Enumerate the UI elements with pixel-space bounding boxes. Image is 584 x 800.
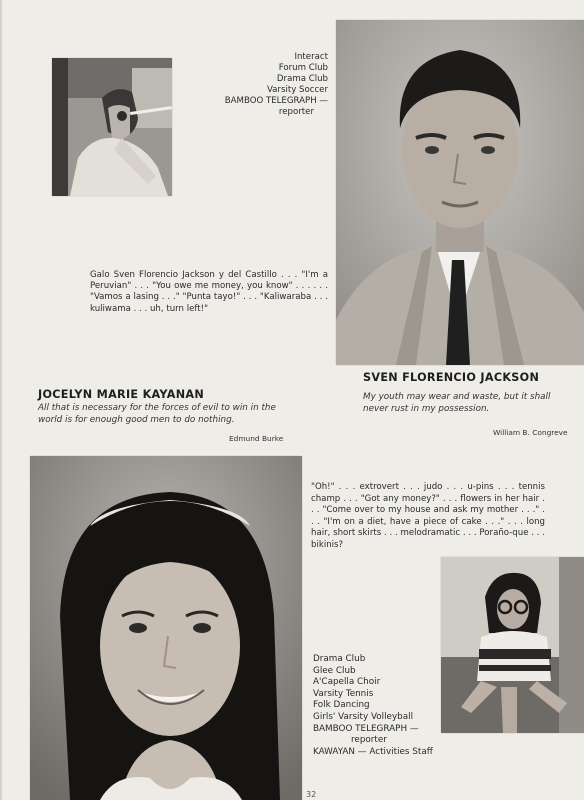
activity-item: Forum Club [278, 63, 328, 73]
activity-item: Folk Dancing [313, 700, 370, 711]
activity-item: Interact [294, 52, 328, 62]
activity-item: A'Capella Choir [313, 677, 381, 688]
candid-photo-sven [52, 58, 172, 196]
activity-item: Glee Club [313, 665, 356, 676]
portrait-photo-sven [336, 20, 584, 365]
page-fold-shadow [0, 0, 3, 800]
activity-item: reporter [278, 107, 314, 117]
activity-item: Varsity Soccer [266, 85, 328, 95]
jocelyn-quote: "Oh!" . . . extrovert . . . judo . . . u-pins . . . tennis champ . . . "Got any money?" . . . flowers in her hair . . . "Come over to my house and ask my mother . . ." . . . "I'm on a diet, have a piece of cake . . ." . . . long hair, short skirts . . . melodramatic . . . Poraño-que . . . bikinis? [311, 482, 545, 550]
activity-item: KAWAYAN — Activities Staff [313, 746, 433, 757]
jocelyn-motto-author: Edmund Burke [229, 434, 284, 443]
sven-motto: My youth may wear and waste, but it shall never rust in my possession. [363, 392, 551, 415]
jocelyn-name: JOCELYN MARIE KAYANAN [38, 388, 205, 401]
activity-item: BAMBOO TELEGRAPH — [224, 96, 328, 106]
jocelyn-motto: All that is necessary for the forces of evil to win in the world is for enough good men to do nothing. [38, 403, 276, 426]
sven-name: SVEN FLORENCIO JACKSON [363, 371, 540, 384]
activity-item: reporter [351, 735, 387, 746]
activity-item: BAMBOO TELEGRAPH — [313, 723, 419, 734]
jocelyn-activities-list [313, 654, 473, 758]
page-number: 32 [306, 790, 317, 799]
activity-item: Varsity Tennis [313, 688, 374, 699]
activity-item: Girls' Varsity Volleyball [313, 711, 414, 722]
sven-quote: Galo Sven Florencio Jackson y del Castillo . . . "I'm a Peruvian" . . . "You owe me money, you know" . . . . . . "Vamos a lasing . . ." "Punta tayo!" . . . "Kaliwaraba . . . kuliwama . . . uh, turn left!" [90, 270, 328, 314]
sven-activities-list [190, 52, 328, 118]
portrait-photo-jocelyn [30, 456, 302, 800]
sven-motto-author: William B. Congreve [493, 428, 568, 437]
activity-item: Drama Club [313, 654, 366, 664]
activity-item: Drama Club [276, 74, 328, 84]
